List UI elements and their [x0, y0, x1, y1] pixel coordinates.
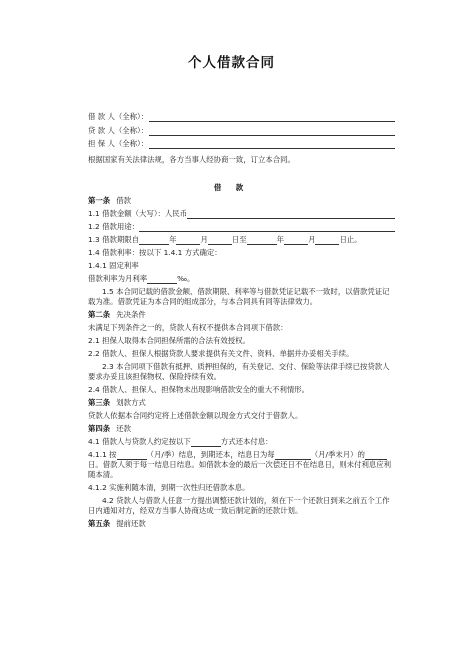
day-end-label: 日止。 — [339, 235, 362, 244]
repayment-method-label: 4.1 借款人与贷款人约定按以下 — [88, 437, 191, 446]
article-title: 提前还款 — [116, 519, 146, 528]
repayment-method-suffix: 方式还本付息： — [220, 437, 273, 446]
clause-4-1-1-mid2: （月/季末月）的 — [310, 450, 365, 459]
loan-purpose-field[interactable] — [139, 223, 395, 232]
clause-4-1 — [88, 437, 395, 447]
article-title: 还款 — [116, 424, 131, 433]
day-to-label: 日至 — [231, 235, 247, 244]
loan-purpose-label: 1.2 借款用途： — [88, 222, 140, 231]
lender-name-field[interactable] — [149, 113, 395, 122]
article-number: 第一条 — [88, 196, 111, 205]
clause-1-4-1: 1.4.1 固定利率 — [88, 261, 139, 270]
section-heading: 借 款 — [213, 183, 250, 192]
settlement-month-field[interactable] — [275, 451, 311, 460]
article-number: 第四条 — [88, 424, 111, 433]
clause-1-4: 1.4 借款利率：按以下 1.4.1 方式确定： — [88, 248, 222, 257]
clause-1-3 — [88, 235, 395, 245]
clause-4-1-1-mid: （月/季）结息，到期还本，结息日为每 — [146, 450, 275, 459]
article-number: 第五条 — [88, 519, 111, 528]
repayment-method-field[interactable] — [191, 438, 221, 447]
clause-4-1-1-label: 4.1.1 按 — [88, 450, 117, 459]
article-2-heading — [88, 310, 395, 320]
contract-body — [88, 196, 395, 532]
article-title: 划款方式 — [116, 398, 146, 407]
year-label: 年 — [276, 235, 285, 244]
borrower-row — [88, 124, 395, 136]
clause-4-1-2: 4.1.2 实施利随本清，到期一次性归还借款本息。 — [88, 483, 250, 492]
clause-2-1: 2.1 担保人取得本合同担保所需的合法有效授权。 — [88, 336, 250, 345]
end-month-field[interactable] — [284, 236, 308, 245]
clause-4-2: 4.2 贷款人与借款人任意一方提出调整还款计划的，须在下一个还款日到来之前五个工作日内通知对方，经双方当事人协商达成一致后制定新的还款计划。 — [88, 496, 390, 515]
interest-rate-label: 借款利率为月利率 — [88, 274, 148, 283]
settlement-period-field[interactable] — [117, 451, 147, 460]
page-title: 个人借款合同 — [188, 55, 275, 71]
guarantor-row — [88, 137, 395, 149]
article-title: 先决条件 — [116, 310, 146, 319]
article-number: 第三条 — [88, 398, 111, 407]
borrower-name-field[interactable] — [149, 127, 395, 136]
lender-row — [88, 110, 395, 122]
intro-text: 根据国家有关法律法规，各方当事人经协商一致，订立本合同。 — [88, 155, 295, 164]
loan-amount-label: 1.1 借款金额（大写）：人民币 — [88, 209, 188, 218]
clause-4-1-1 — [88, 450, 395, 480]
month-label: 月 — [200, 235, 208, 244]
article-number: 第二条 — [88, 310, 111, 319]
lender-label: 借 款 人（全称）： — [88, 112, 149, 121]
article-4-heading — [88, 424, 395, 434]
start-year-field[interactable] — [139, 236, 169, 245]
guarantor-label: 担 保 人（全称）： — [88, 139, 149, 148]
parties-block — [88, 110, 395, 151]
per-mille-label: ‰。 — [177, 274, 195, 283]
article-title: 借款 — [116, 196, 131, 205]
borrower-label: 贷 款 人（全称）： — [88, 125, 149, 135]
interest-rate-line — [88, 274, 395, 284]
year-label: 年 — [169, 235, 177, 244]
loan-amount-field[interactable] — [187, 210, 395, 219]
start-day-field[interactable] — [208, 236, 232, 245]
clause-3-text: 贷款人依据本合同约定将上述借款金额以现金方式交付于借款人。 — [88, 411, 303, 420]
month-label: 月 — [308, 235, 316, 244]
clause-4-1-1-rest: 日。借款人须于每一结息日结息。如借款本金的最后一次偿还日不在结息日，则未付利息应利随本清。 — [88, 460, 392, 479]
start-month-field[interactable] — [176, 236, 200, 245]
end-year-field[interactable] — [247, 236, 277, 245]
clause-2-3: 2.3 本合同项下借款有抵押、质押担保的，有关登记、交付、保险等法律手续已按贷款人要求办妥且该担保物权、保险持续有效。 — [88, 362, 390, 381]
end-day-field[interactable] — [315, 236, 339, 245]
settlement-day-field[interactable] — [365, 451, 387, 460]
article-3-heading — [88, 398, 395, 408]
loan-term-label: 1.3 借款期限自 — [88, 235, 140, 244]
clause-1-1 — [88, 209, 395, 219]
guarantor-name-field[interactable] — [149, 140, 395, 149]
clause-1-5: 1.5 本合同记载的借款金额、借款期限、利率等与借款凭证记载不一致时，以借款凭证记载为准。借款凭证为本合同的组成部分，与本合同具有同等法律效力。 — [88, 287, 390, 306]
clause-2-4: 2.4 借款人、担保人、担保物未出现影响借款安全的重大不利情形。 — [88, 385, 310, 394]
clause-2-2: 2.2 借款人、担保人根据贷款人要求提供有关文件、资料、单据并办妥相关手续。 — [88, 349, 354, 358]
article-1-heading — [88, 196, 395, 206]
interest-rate-field[interactable] — [147, 275, 177, 284]
clause-2-intro: 未满足下列条件之一的，贷款人有权不提供本合同项下借款： — [88, 323, 288, 332]
clause-1-2 — [88, 222, 395, 232]
article-5-heading — [88, 519, 395, 529]
